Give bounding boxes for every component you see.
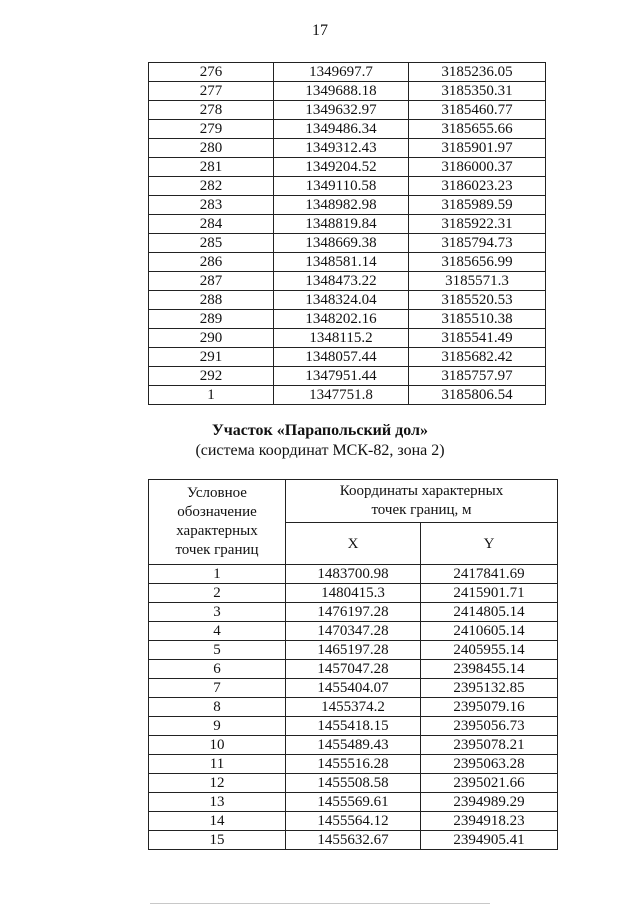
header-point-line: обозначение (177, 504, 257, 520)
table-row (149, 63, 546, 82)
cell-y: 3185794.73 (409, 234, 546, 253)
header-point-designation (149, 480, 286, 565)
table-row (149, 698, 558, 717)
cell-point-number: 291 (149, 348, 274, 367)
table-row (149, 774, 558, 793)
table-row (149, 310, 546, 329)
cell-y: 2395063.28 (421, 755, 558, 774)
table-row (149, 120, 546, 139)
cell-x: 1349697.7 (274, 63, 409, 82)
table-row (149, 831, 558, 850)
table-row (149, 793, 558, 812)
cell-x: 1349312.43 (274, 139, 409, 158)
cell-point-number: 286 (149, 253, 274, 272)
cell-point-number: 289 (149, 310, 274, 329)
cell-point-number: 284 (149, 215, 274, 234)
table-row (149, 234, 546, 253)
section-title: Участок «Парапольский дол» (212, 422, 428, 439)
cell-point-number: 15 (149, 831, 286, 850)
cell-y: 2414805.14 (421, 603, 558, 622)
cell-x: 1455404.07 (286, 679, 421, 698)
cell-point-number: 7 (149, 679, 286, 698)
cell-y: 2395021.66 (421, 774, 558, 793)
cell-point-number: 5 (149, 641, 286, 660)
table-row (149, 291, 546, 310)
cell-point-number: 288 (149, 291, 274, 310)
table-row (149, 82, 546, 101)
cell-x: 1348669.38 (274, 234, 409, 253)
cell-x: 1349486.34 (274, 120, 409, 139)
cell-x: 1455632.67 (286, 831, 421, 850)
cell-y: 3185682.42 (409, 348, 546, 367)
cell-point-number: 8 (149, 698, 286, 717)
coordinates-table-continued (148, 62, 546, 405)
header-y: Y (421, 523, 558, 565)
cell-x: 1455374.2 (286, 698, 421, 717)
table-row (149, 717, 558, 736)
cell-point-number: 282 (149, 177, 274, 196)
cell-x: 1348473.22 (274, 272, 409, 291)
cell-y: 3185922.31 (409, 215, 546, 234)
cell-point-number: 292 (149, 367, 274, 386)
cell-x: 1349632.97 (274, 101, 409, 120)
cell-point-number: 4 (149, 622, 286, 641)
header-coordinates (286, 480, 558, 523)
cell-y: 3185236.05 (409, 63, 546, 82)
coordinates-table-parapolsky-dol-body (149, 565, 558, 850)
cell-point-number: 280 (149, 139, 274, 158)
cell-y: 2415901.71 (421, 584, 558, 603)
cell-point-number: 278 (149, 101, 274, 120)
header-point-line: характерных (176, 523, 258, 539)
table-row (149, 177, 546, 196)
table-row (149, 622, 558, 641)
table-row (149, 679, 558, 698)
cell-y: 2395078.21 (421, 736, 558, 755)
coordinates-table-continued-body (149, 63, 546, 405)
cell-point-number: 277 (149, 82, 274, 101)
cell-x: 1455489.43 (286, 736, 421, 755)
cell-point-number: 11 (149, 755, 286, 774)
cell-y: 2405955.14 (421, 641, 558, 660)
cell-x: 1476197.28 (286, 603, 421, 622)
cell-x: 1457047.28 (286, 660, 421, 679)
table-row (149, 565, 558, 584)
cell-x: 1348324.04 (274, 291, 409, 310)
cell-x: 1349204.52 (274, 158, 409, 177)
table-row (149, 367, 546, 386)
cell-x: 1455508.58 (286, 774, 421, 793)
table-row (149, 272, 546, 291)
table-row (149, 755, 558, 774)
section-subtitle: (система координат МСК-82, зона 2) (195, 442, 445, 459)
cell-point-number: 13 (149, 793, 286, 812)
cell-point-number: 281 (149, 158, 274, 177)
table-row (149, 215, 546, 234)
cell-y: 3185989.59 (409, 196, 546, 215)
header-coordinates-line: точек границ, м (371, 502, 472, 519)
cell-point-number: 6 (149, 660, 286, 679)
cell-point-number: 285 (149, 234, 274, 253)
cell-y: 3185656.99 (409, 253, 546, 272)
header-point-line: Условное (187, 485, 247, 501)
header-x: X (286, 523, 421, 565)
cell-point-number: 2 (149, 584, 286, 603)
cell-x: 1348115.2 (274, 329, 409, 348)
table-row (149, 329, 546, 348)
cell-point-number: 1 (149, 565, 286, 584)
cell-point-number: 279 (149, 120, 274, 139)
cell-point-number: 9 (149, 717, 286, 736)
cell-x: 1455569.61 (286, 793, 421, 812)
cell-point-number: 1 (149, 386, 274, 405)
cell-x: 1455516.28 (286, 755, 421, 774)
cell-y: 3185510.38 (409, 310, 546, 329)
cell-point-number: 3 (149, 603, 286, 622)
cell-y: 3185901.97 (409, 139, 546, 158)
cell-x: 1455418.15 (286, 717, 421, 736)
cell-y: 3185350.31 (409, 82, 546, 101)
header-point-line: точек границ (175, 542, 259, 558)
cell-y: 3186000.37 (409, 158, 546, 177)
cell-x: 1347951.44 (274, 367, 409, 386)
cell-x: 1348202.16 (274, 310, 409, 329)
cell-point-number: 287 (149, 272, 274, 291)
cell-x: 1348982.98 (274, 196, 409, 215)
cell-point-number: 290 (149, 329, 274, 348)
cell-y: 2395132.85 (421, 679, 558, 698)
cell-y: 3185541.49 (409, 329, 546, 348)
cell-y: 3185806.54 (409, 386, 546, 405)
cell-x: 1465197.28 (286, 641, 421, 660)
coordinates-table-parapolsky-dol (148, 479, 558, 850)
cell-x: 1348819.84 (274, 215, 409, 234)
cell-y: 3185460.77 (409, 101, 546, 120)
cell-y: 3186023.23 (409, 177, 546, 196)
table-row (149, 253, 546, 272)
table-row (149, 101, 546, 120)
page-number: 17 (312, 22, 328, 39)
cell-x: 1349688.18 (274, 82, 409, 101)
cell-y: 2394905.41 (421, 831, 558, 850)
table-row (149, 660, 558, 679)
cell-y: 3185655.66 (409, 120, 546, 139)
table-header-row-1 (149, 480, 558, 523)
cell-y: 2394918.23 (421, 812, 558, 831)
cell-point-number: 276 (149, 63, 274, 82)
cell-y: 2395056.73 (421, 717, 558, 736)
table-row (149, 348, 546, 367)
table-row (149, 736, 558, 755)
cell-x: 1480415.3 (286, 584, 421, 603)
cell-y: 2417841.69 (421, 565, 558, 584)
cell-point-number: 14 (149, 812, 286, 831)
cell-x: 1347751.8 (274, 386, 409, 405)
cell-x: 1483700.98 (286, 565, 421, 584)
cell-point-number: 283 (149, 196, 274, 215)
cell-y: 3185757.97 (409, 367, 546, 386)
cell-x: 1348581.14 (274, 253, 409, 272)
cell-point-number: 10 (149, 736, 286, 755)
table-row (149, 584, 558, 603)
cell-point-number: 12 (149, 774, 286, 793)
table-row (149, 196, 546, 215)
table-row (149, 139, 546, 158)
cell-x: 1349110.58 (274, 177, 409, 196)
cell-y: 2410605.14 (421, 622, 558, 641)
table-header (149, 480, 558, 565)
cell-x: 1455564.12 (286, 812, 421, 831)
table-row (149, 158, 546, 177)
cell-y: 2394989.29 (421, 793, 558, 812)
cell-y: 3185520.53 (409, 291, 546, 310)
table-row (149, 812, 558, 831)
cell-y: 3185571.3 (409, 272, 546, 291)
cell-x: 1348057.44 (274, 348, 409, 367)
cell-y: 2395079.16 (421, 698, 558, 717)
cell-y: 2398455.14 (421, 660, 558, 679)
table-row (149, 386, 546, 405)
scan-mark (150, 903, 490, 904)
header-coordinates-line: Координаты характерных (339, 483, 504, 500)
cell-x: 1470347.28 (286, 622, 421, 641)
table-row (149, 641, 558, 660)
table-row (149, 603, 558, 622)
